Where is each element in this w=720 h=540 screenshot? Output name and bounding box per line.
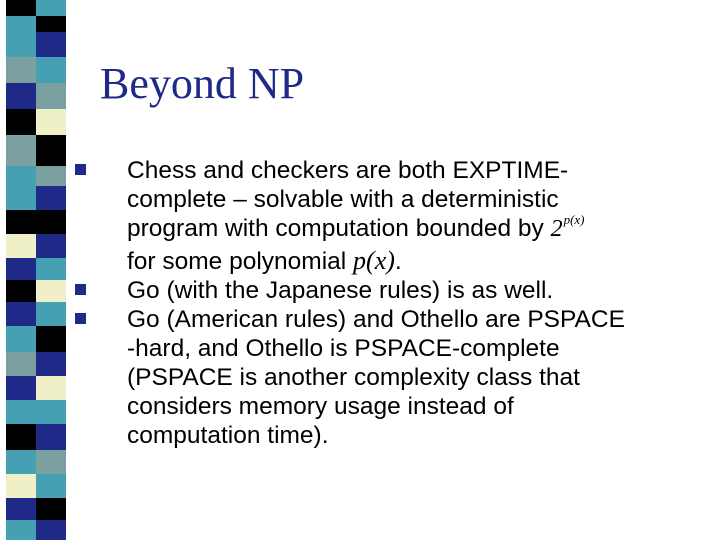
stripe-block	[6, 57, 36, 83]
stripe-block	[36, 83, 66, 109]
bullet-line: considers memory usage instead of	[127, 393, 514, 420]
stripe-block	[6, 16, 36, 32]
bullet-item	[75, 276, 705, 305]
stripe-block	[6, 0, 36, 16]
stripe-block	[36, 0, 66, 16]
stripe-block	[6, 280, 36, 302]
stripe-block	[6, 210, 36, 234]
bullet-item	[75, 156, 705, 276]
bullet-line: Chess and checkers are both EXPTIME-	[127, 157, 569, 184]
stripe-block	[6, 520, 36, 540]
stripe-block	[6, 474, 36, 498]
stripe-block	[6, 326, 36, 352]
bullet-line: program with computation bounded by $2^{p(x)}$	[127, 212, 585, 242]
stripe-block	[36, 302, 66, 326]
stripe-block	[6, 166, 36, 186]
square-bullet-icon	[75, 164, 86, 175]
stripe-block	[36, 210, 66, 234]
stripe-block	[36, 16, 66, 32]
stripe-block	[6, 258, 36, 280]
stripe-block	[36, 400, 66, 424]
bullet-line: Go (American rules) and Othello are PSPACE	[127, 306, 625, 333]
stripe-block	[36, 424, 66, 450]
stripe-block	[36, 326, 66, 352]
stripe-block	[36, 520, 66, 540]
stripe-block	[6, 450, 36, 474]
stripe-block	[36, 258, 66, 280]
stripe-block	[6, 400, 36, 424]
bullet-line: complete – solvable with a deterministic	[127, 186, 559, 213]
stripe-block	[6, 302, 36, 326]
exponent-formula: $2^{p(x)}$	[550, 212, 585, 242]
decorative-stripe-bar	[0, 0, 66, 540]
stripe-block	[36, 32, 66, 57]
stripe-block	[36, 234, 66, 258]
stripe-block	[36, 498, 66, 520]
square-bullet-icon	[75, 313, 86, 324]
stripe-block	[6, 498, 36, 520]
stripe-block	[6, 424, 36, 450]
bullet-line: for some polynomial p(x).	[127, 246, 402, 275]
stripe-block	[36, 109, 66, 135]
stripe-block	[6, 83, 36, 109]
stripe-block	[6, 186, 36, 210]
stripe-block	[36, 280, 66, 302]
stripe-block	[36, 474, 66, 498]
stripe-block	[6, 352, 36, 376]
slide-title: Beyond NP	[100, 59, 305, 108]
square-bullet-icon	[75, 284, 86, 295]
bullet-line: -hard, and Othello is PSPACE-complete	[127, 335, 560, 362]
bullet-line: (PSPACE is another complexity class that	[127, 364, 580, 391]
stripe-block	[36, 135, 66, 166]
stripe-block	[36, 450, 66, 474]
stripe-block	[36, 352, 66, 376]
bullet-list	[75, 156, 705, 450]
polynomial-formula: p(x)	[353, 246, 395, 275]
stripe-block	[36, 57, 66, 83]
stripe-block	[6, 234, 36, 258]
stripe-block	[6, 135, 36, 166]
stripe-block	[36, 376, 66, 400]
stripe-block	[6, 109, 36, 135]
bullet-line: Go (with the Japanese rules) is as well.	[127, 277, 554, 304]
stripe-block	[36, 166, 66, 186]
stripe-block	[36, 186, 66, 210]
bullet-line: computation time).	[127, 422, 329, 449]
bullet-item	[75, 305, 705, 450]
stripe-block	[6, 376, 36, 400]
stripe-block	[6, 32, 36, 57]
